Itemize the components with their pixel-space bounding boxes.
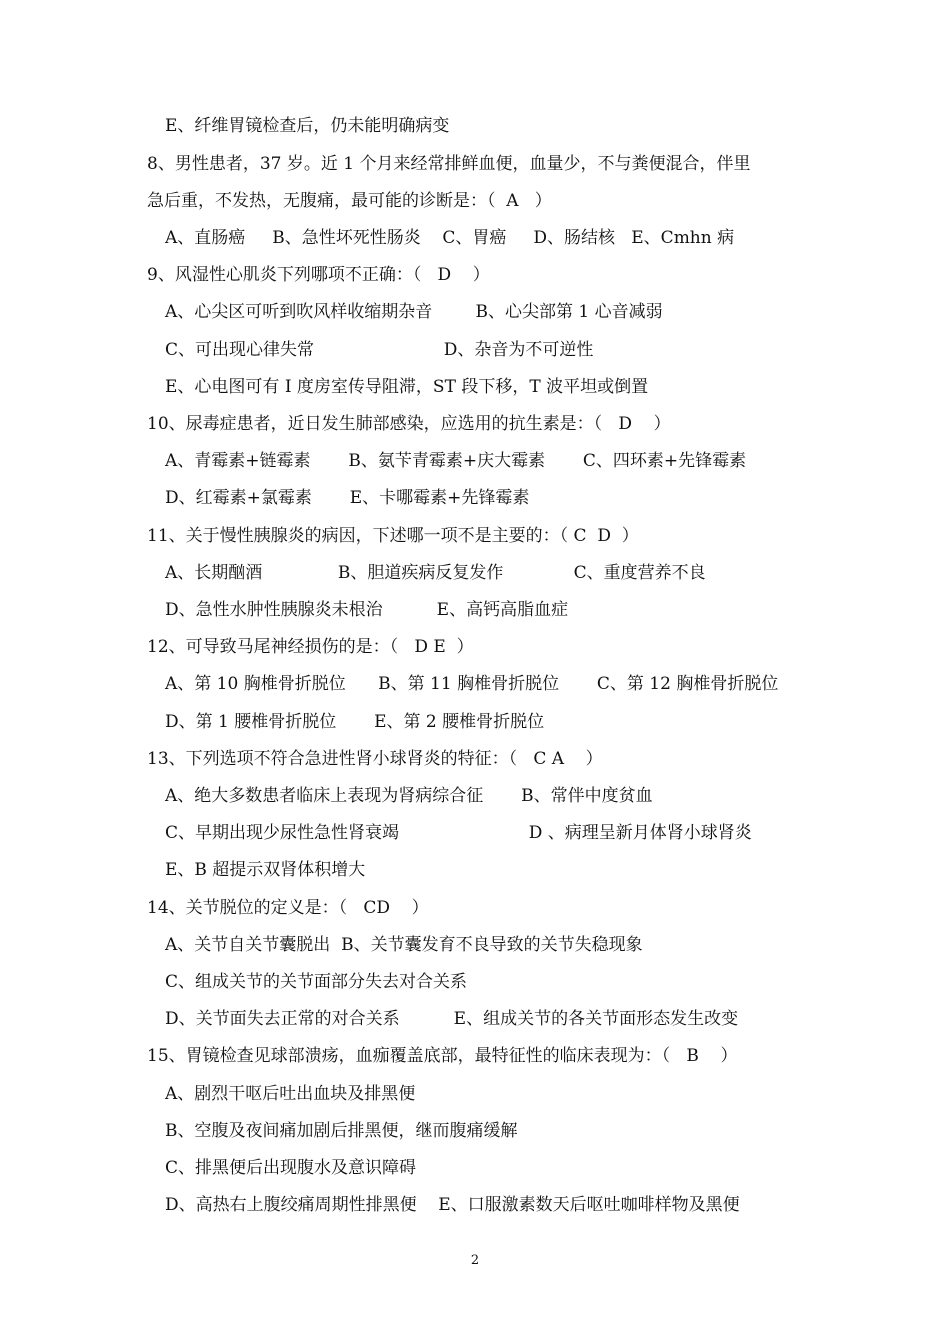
question-14: 14、关节脱位的定义是：（ CD ）: [147, 898, 429, 918]
question-13-options-cd: C、早期出现少尿性急性肾衰竭 D 、病理呈新月体肾小球肾炎: [165, 823, 752, 843]
question-10-options-abc: A、青霉素+链霉素 B、氨苄青霉素+庆大霉素 C、四环素+先锋霉素: [165, 451, 747, 471]
question-15-options-de: D、高热右上腹绞痛周期性排黑便 E、口服激素数天后呕吐咖啡样物及黑便: [165, 1195, 740, 1215]
question-12-options-de: D、第 1 腰椎骨折脱位 E、第 2 腰椎骨折脱位: [165, 712, 545, 732]
question-13: 13、下列选项不符合急进性肾小球肾炎的特征：（ C A ）: [147, 749, 603, 769]
question-14-option-c: C、组成关节的关节面部分失去对合关系: [165, 972, 468, 992]
question-11-options-de: D、急性水肿性胰腺炎未根治 E、高钙高脂血症: [165, 600, 569, 620]
question-13-options-ab: A、绝大多数患者临床上表现为肾病综合征 B、常伴中度贫血: [165, 786, 653, 806]
question-15-option-c: C、排黑便后出现腹水及意识障碍: [165, 1158, 417, 1178]
question-8-options: A、直肠癌 B、急性坏死性肠炎 C、胃癌 D、肠结核 E、Cmhn 病: [165, 228, 735, 248]
question-8: 8、男性患者，37 岁。近 1 个月来经常排鲜血便，血量少，不与粪便混合，伴里: [147, 154, 751, 174]
question-9-options-cd: C、可出现心律失常 D、杂音为不可逆性: [165, 340, 594, 360]
question-8-cont: 急后重，不发热，无腹痛，最可能的诊断是：（ A ）: [147, 191, 552, 211]
question-14-options-ab: A、关节自关节囊脱出 B、关节囊发育不良导致的关节失稳现象: [165, 935, 643, 955]
question-12: 12、可导致马尾神经损伤的是：（ D E ）: [147, 637, 474, 657]
question-11-options-abc: A、长期酗酒 B、胆道疾病反复发作 C、重度营养不良: [165, 563, 706, 583]
question-15: 15、胃镜检查见球部溃疡，血痂覆盖底部，最特征性的临床表现为：（ B ）: [147, 1046, 738, 1066]
question-9-options-ab: A、心尖区可听到吹风样收缩期杂音 B、心尖部第 1 心音减弱: [165, 302, 663, 322]
question-11: 11、关于慢性胰腺炎的病因，下述哪一项不是主要的：（ C D ）: [147, 526, 639, 546]
question-9-option-e: E、心电图可有 I 度房室传导阻滞，ST 段下移，T 波平坦或倒置: [165, 377, 649, 397]
question-15-option-a: A、剧烈干呕后吐出血块及排黑便: [165, 1084, 416, 1104]
question-12-options-abc: A、第 10 胸椎骨折脱位 B、第 11 胸椎骨折脱位 C、第 12 胸椎骨折脱位: [165, 674, 779, 694]
question-15-option-b: B、空腹及夜间痛加剧后排黑便，继而腹痛缓解: [165, 1121, 518, 1141]
question-14-options-de: D、关节面失去正常的对合关系 E、组成关节的各关节面形态发生改变: [165, 1009, 739, 1029]
question-10: 10、尿毒症患者，近日发生肺部感染，应选用的抗生素是：（ D ）: [147, 414, 671, 434]
question-9: 9、风湿性心肌炎下列哪项不正确：（ D ）: [147, 265, 490, 285]
page-number: 2: [470, 1253, 480, 1268]
question-10-options-de: D、红霉素+氯霉素 E、卡哪霉素+先锋霉素: [165, 488, 530, 508]
question-13-option-e: E、B 超提示双肾体积增大: [165, 860, 366, 880]
text-line-1: E、纤维胃镜检查后，仍未能明确病变: [165, 116, 450, 136]
